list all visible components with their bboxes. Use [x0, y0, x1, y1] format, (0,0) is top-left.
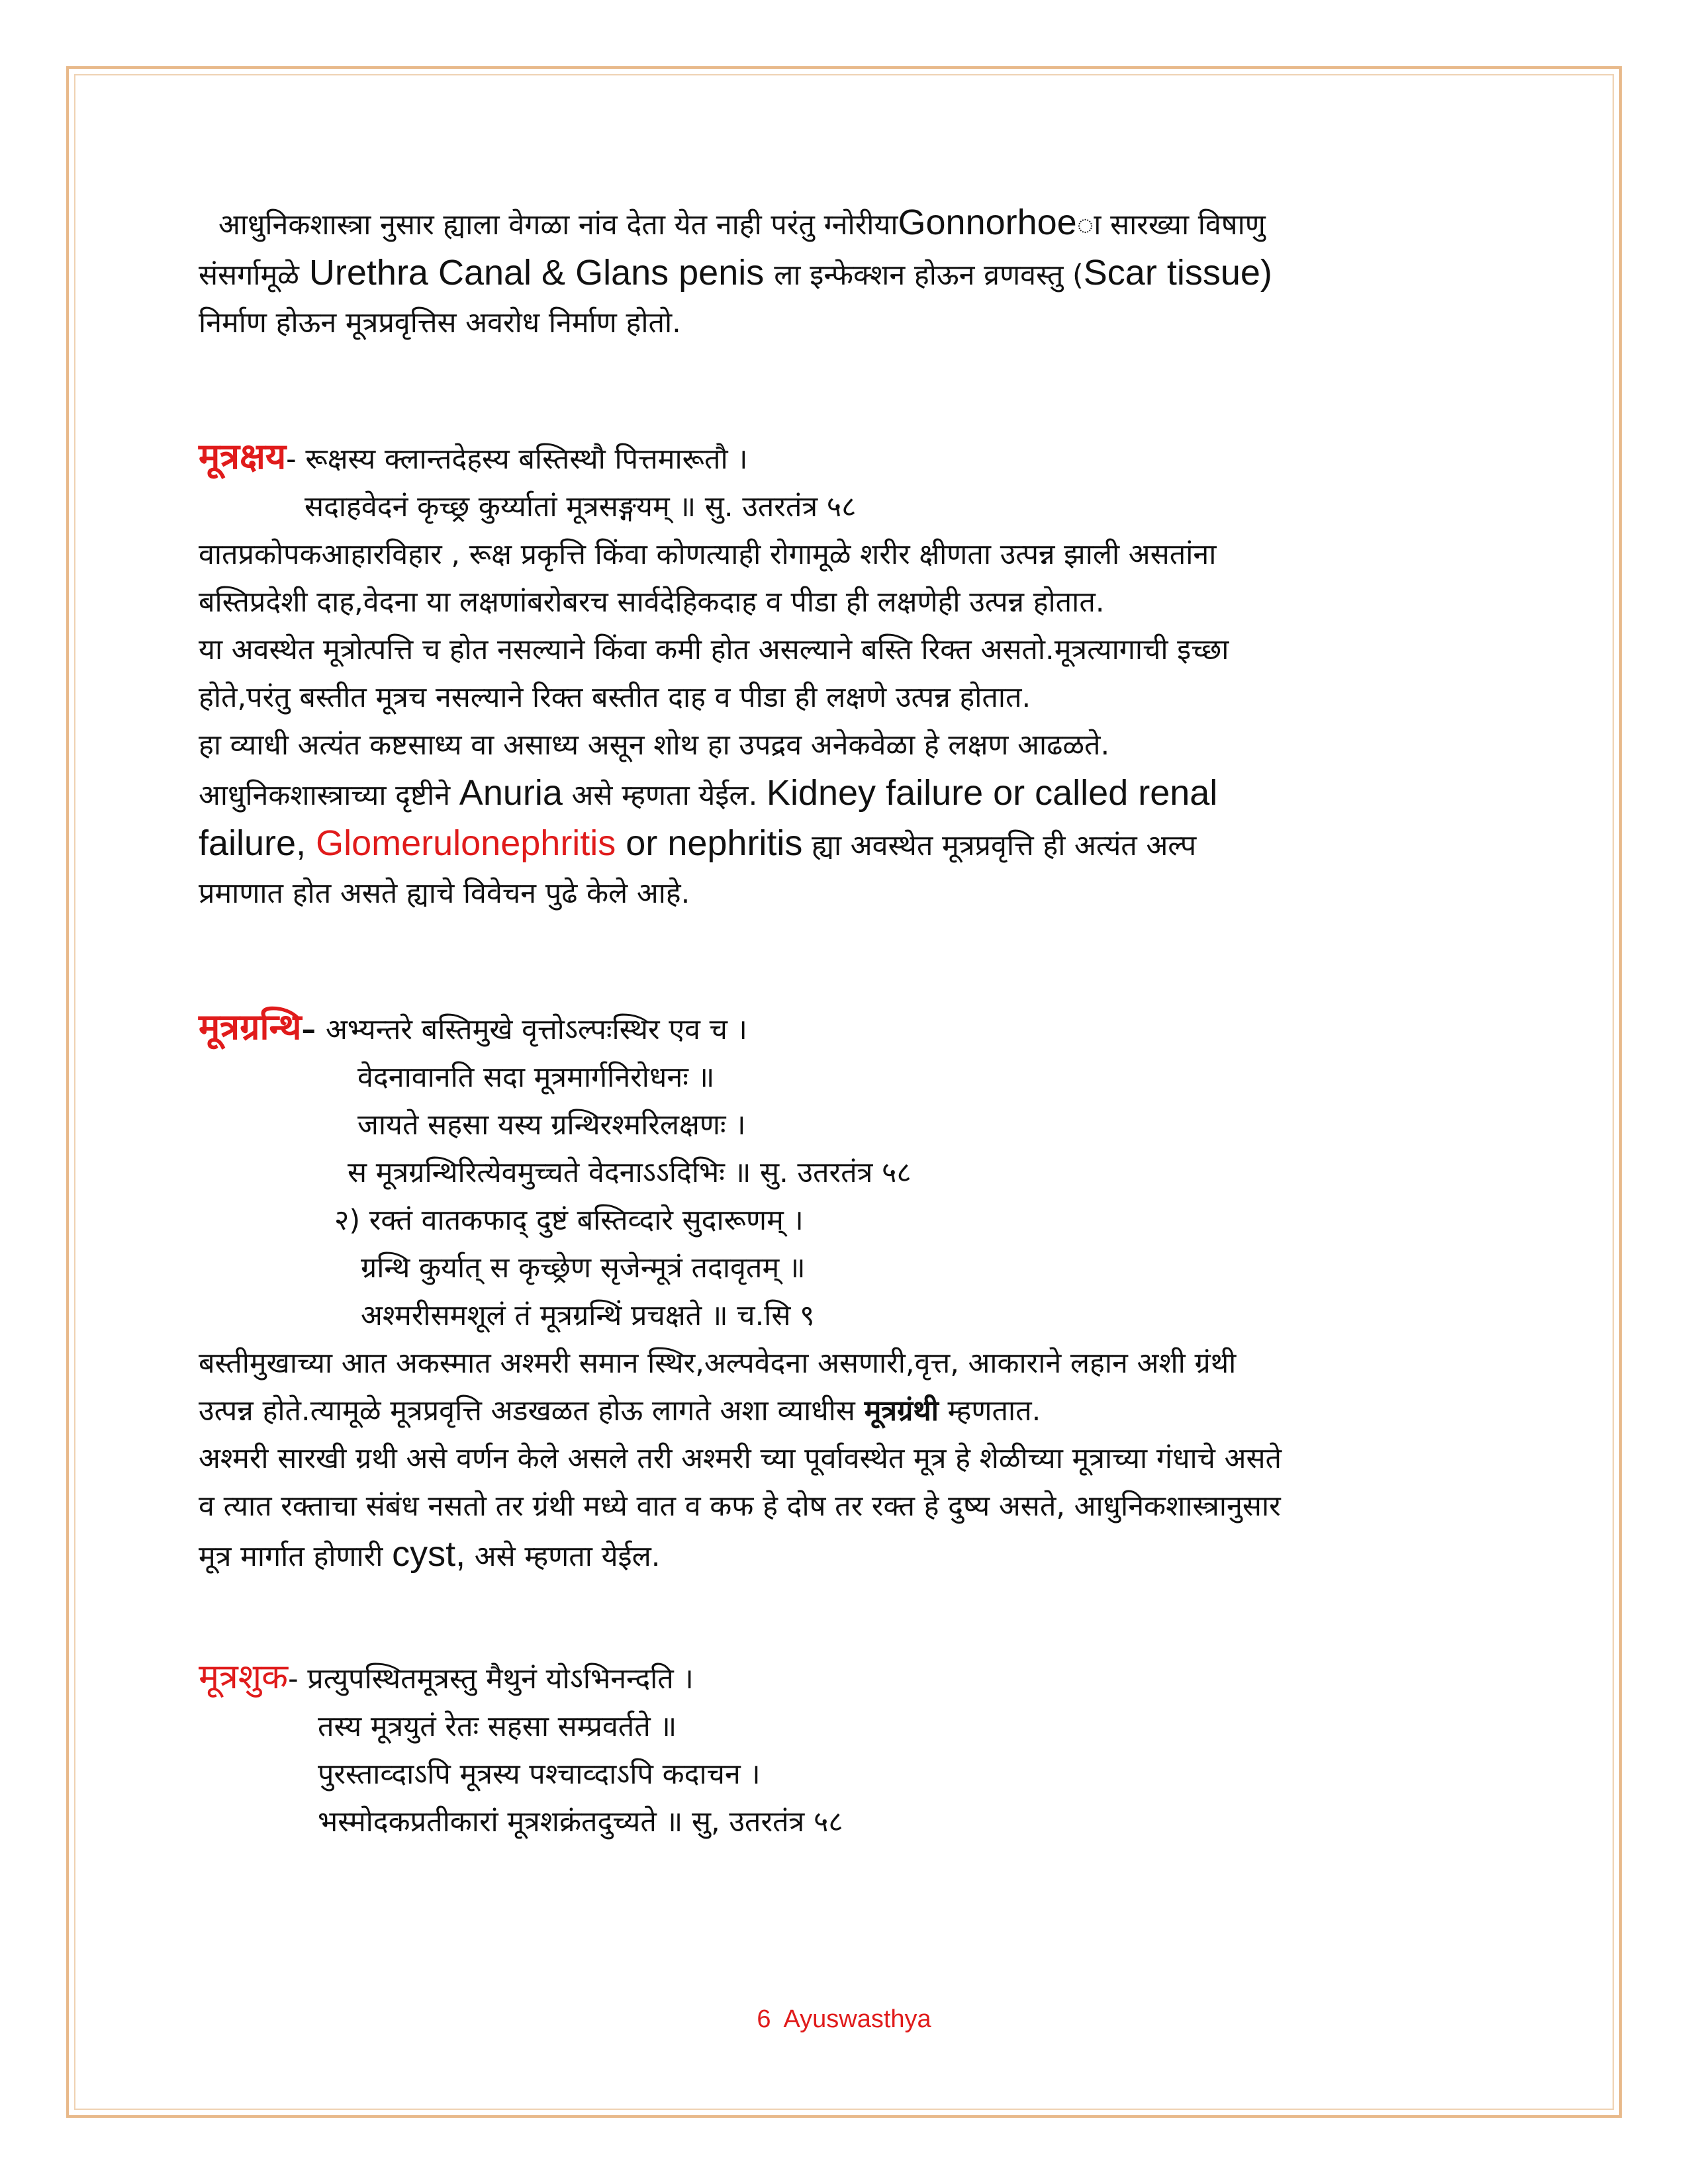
- section-heading: मूत्रक्षय: [199, 435, 287, 477]
- section-mutrakshaya: [199, 433, 1496, 917]
- paragraph-line: अश्मरी सारखी ग्रथी असे वर्णन केले असले तरी अश्मरी च्या पूर्वावस्थेत मूत्र हे शेळीच्या मूत्राच्या गंधाचे असते: [199, 1442, 1282, 1475]
- section-mutrashuka: [199, 1653, 1496, 1846]
- paragraph-line: बस्तीमुखाच्या आत अकस्मात अश्मरी समान स्थिर,अल्पवेदना असणारी,वृत्त, आकाराने लहान अशी ग्रंथी: [199, 1347, 1237, 1380]
- paragraph-text: म्हणतात.: [938, 1394, 1041, 1428]
- intro-line-2: [199, 249, 1496, 299]
- paragraph-line: प्रमाणात होत असते ह्याचे विवेचन पुढे केले आहे.: [199, 877, 690, 910]
- verse-line: वेदनावानति सदा मूत्रमार्गनिरोधनः ॥: [357, 1061, 715, 1094]
- paragraph-line: [199, 819, 1496, 870]
- section-heading: मूत्रग्रन्थि: [199, 1006, 302, 1048]
- paragraph-text: उत्पन्न होते.त्यामूळे मूत्रप्रवृत्ति अडखळत होऊ लागते अशा व्याधीस: [199, 1394, 865, 1428]
- document-body: [199, 199, 1496, 1846]
- verse-line: ग्रन्थि कुर्यात् स कृच्छ्रेण सृजेन्मूत्रं तदावृतम् ॥: [361, 1251, 806, 1285]
- intro-text: संसर्गामूळे: [199, 259, 299, 292]
- intro-text: ा सारख्या विषाणु: [1076, 208, 1266, 242]
- intro-text: आधुनिकशास्त्रा नुसार ह्याला वेगळा नांव देता येत नाही परंतु ग्नोरीया: [218, 208, 898, 242]
- intro-text: ला इन्फेक्शन होऊन व्रणवस्तु (: [774, 259, 1084, 292]
- verse-text: अभ्यन्तरे बस्तिमुखे वृत्तोऽल्पःस्थिर एव च ।: [325, 1013, 747, 1046]
- intro-term: Gonnorhoe: [898, 203, 1077, 242]
- paragraph-line: [199, 1530, 1496, 1580]
- paragraph-text: आधुनिकशास्त्राच्या दृष्टीने: [199, 779, 459, 812]
- verse-line: [199, 1653, 1496, 1703]
- section-mutragranthi: [199, 1003, 1496, 1580]
- term: failure,: [199, 823, 316, 863]
- paragraph-line: [199, 769, 1496, 819]
- verse-line: भस्मोदकप्रतीकारां मूत्रशक्रंतदुच्यते ॥ सु, उतरतंत्र ५८: [318, 1805, 843, 1839]
- highlighted-term: Glomerulonephritis: [316, 823, 616, 863]
- heading-dash: –: [301, 1013, 326, 1046]
- paragraph-line: [199, 1387, 1496, 1435]
- intro-term: Urethra Canal & Glans penis: [299, 253, 774, 293]
- paragraph-line: होते,परंतु बस्तीत मूत्रच नसल्याने रिक्त बस्तीत दाह व पीडा ही लक्षणे उत्पन्न होतात.: [199, 681, 1031, 714]
- verse-line: सदाहवेदनं कृच्छ्र कुर्य्यातां मूत्रसङ्गयम् ॥ सु. उतरतंत्र ५८: [305, 490, 857, 523]
- verse-line: जायते सहसा यस्य ग्रन्थिरश्मरिलक्षणः ।: [357, 1109, 746, 1142]
- verse-text: - रूक्षस्य क्लान्तदेहस्य बस्तिस्थौ पित्तमारूतौ ।: [286, 443, 748, 476]
- intro-paragraph: [199, 199, 1496, 347]
- verse-text: - प्रत्युपस्थितमूत्रस्तु मैथुनं योऽभिनन्दति ।: [288, 1662, 694, 1696]
- page-number: 6: [757, 2005, 771, 2033]
- paragraph-text: असे म्हणता येईल.: [465, 1540, 661, 1573]
- paragraph-line: हा व्याधी अत्यंत कष्टसाध्य वा असाध्य असून शोथ हा उपद्रव अनेकवेळा हे लक्षण आढळते.: [199, 729, 1110, 762]
- verse-line: स मूत्रग्रन्थिरित्येवमुच्चते वेदनाऽऽदिभिः ॥ सु. उतरतंत्र ५८: [348, 1156, 912, 1189]
- paragraph-line: वातप्रकोपकआहारविहार , रूक्ष प्रकृत्ति किंवा कोणत्याही रोगामूळे शरीर क्षीणता उत्पन्न झाली असतांना: [199, 538, 1217, 571]
- paragraph-line: या अवस्थेत मूत्रोत्पत्ति च होत नसल्याने किंवा कमी होत असल्याने बस्ति रिक्त असतो.मूत्रत्यागाची इच्छा: [199, 633, 1229, 666]
- verse-line: २) रक्तं वातकफाद् दुष्टं बस्तिव्दारे सुदारूणम् ।: [334, 1204, 804, 1237]
- intro-line-3: निर्माण होऊन मूत्रप्रवृत्तिस अवरोध निर्माण होतो.: [199, 306, 681, 340]
- paragraph-line: व त्यात रक्ताचा संबंध नसतो तर ग्रंथी मध्ये वात व कफ हे दोष तर रक्त हे दुष्य असते, आधुनिकशास्त्रानुसार: [199, 1490, 1281, 1523]
- footer-title: Ayuswasthya: [783, 2005, 931, 2033]
- bold-term: मूत्रग्रंथी: [864, 1394, 939, 1428]
- term: or nephritis: [616, 823, 803, 863]
- intro-term: Scar tissue): [1083, 253, 1272, 293]
- section-heading: मूत्रशुक: [199, 1657, 289, 1697]
- verse-line: [199, 433, 1496, 483]
- term: Anuria: [459, 773, 563, 813]
- paragraph-text: ह्या अवस्थेत मूत्रप्रवृत्ति ही अत्यंत अल्प: [802, 829, 1197, 862]
- verse-line: तस्य मूत्रयुतं रेतः सहसा सम्प्रवर्तते ॥: [318, 1710, 677, 1743]
- intro-line-1: [199, 199, 1496, 249]
- term: cyst,: [392, 1534, 466, 1574]
- verse-line: [199, 1003, 1496, 1054]
- verse-line: अश्मरीसमशूलं तं मूत्रग्रन्थिं प्रचक्षते ॥ च.सि ९: [361, 1299, 815, 1332]
- page-footer: [0, 2005, 1688, 2034]
- paragraph-text: असे म्हणता येईल.: [562, 779, 767, 812]
- term: Kidney failure or called renal: [766, 773, 1218, 813]
- verse-line: पुरस्ताव्दाऽपि मूत्रस्य पश्चाव्दाऽपि कदाचन ।: [318, 1758, 761, 1791]
- paragraph-text: मूत्र मार्गात होणारी: [199, 1540, 393, 1573]
- paragraph-line: बस्तिप्रदेशी दाह,वेदना या लक्षणांबरोबरच सार्वदेहिकदाह व पीडा ही लक्षणेही उत्पन्न होतात.: [199, 586, 1105, 619]
